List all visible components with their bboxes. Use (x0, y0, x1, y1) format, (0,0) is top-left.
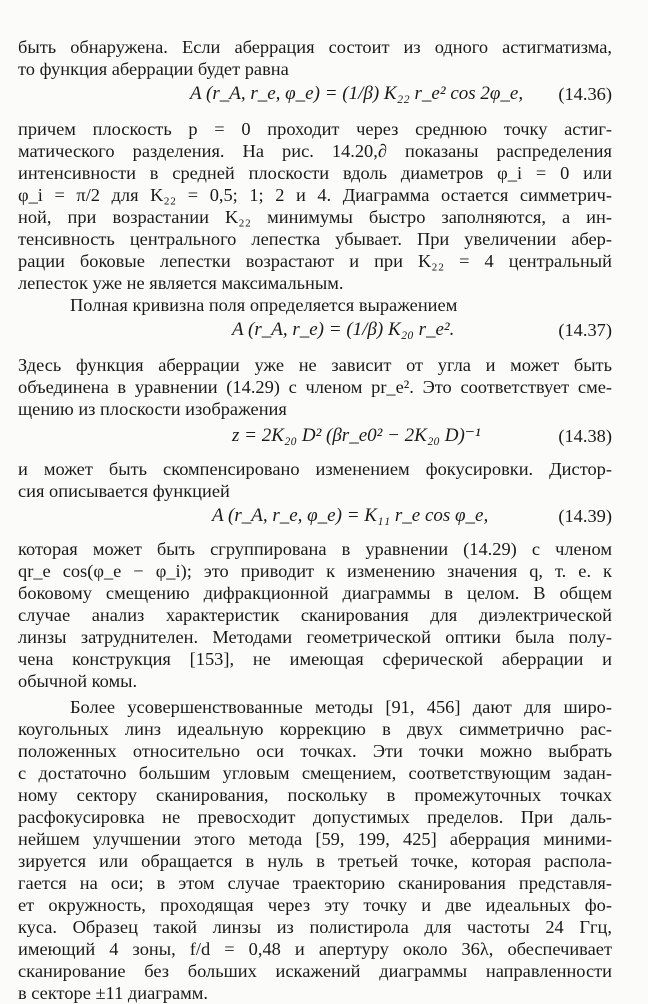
equation-14-36: A (r_A, r_e, φ_e) = (1/β) K₂₂ r_e² cos 2φ_e, (190, 83, 524, 104)
equation-14-37: A (r_A, r_e) = (1/β) K₂₀ r_e². (232, 319, 455, 340)
text-line: нейшем улучшении этого метода [59, 199, 425] аберрация миними- (18, 829, 612, 849)
text-line: тенсивность центрального лепестка убывает. При увеличении абер- (18, 229, 612, 249)
text-line: рации боковые лепестки возрастают и при K₂₂ = 4 центральный (18, 251, 612, 271)
text-line: коугольных линз идеальную коррекцию в двух симметрично рас- (18, 719, 612, 739)
text-line: с достаточно большим угловым смещением, соответствующим задан- (18, 763, 612, 783)
text-line: которая может быть сгруппирована в уравнении (14.29) с членом (18, 539, 612, 559)
equation-number: (14.36) (558, 84, 612, 104)
text-line: обычной комы. (18, 671, 138, 691)
equation-number: (14.39) (558, 506, 612, 526)
text-line: зируется или обращается в нуль в третьей точке, которая распола- (18, 851, 612, 871)
equation-14-38: z = 2K₂₀ D² (βr_e0² − 2K₂₀ D)⁻¹ (232, 425, 481, 446)
text-line: ному сектору сканирования, поскольку в промежуточных точках (18, 785, 612, 805)
text-line: Полная кривизна поля определяется выражением (70, 295, 458, 315)
text-line: Здесь функция аберрации уже не зависит от угла и может быть (18, 355, 612, 375)
text-line: φ_i = π/2 для K₂₂ = 0,5; 1; 2 и 4. Диаграмма остается симметрич- (18, 185, 612, 205)
text-line: щению из плоскости изображения (18, 399, 287, 419)
text-line: расфокусировка не превосходит допустимых пределов. При даль- (18, 807, 612, 827)
text-line: qr_e cos(φ_e − φ_i); это приводит к изменению значения q, т. е. к (18, 561, 612, 581)
text-line: быть обнаружена. Если аберрация состоит из одного астигматизма, (18, 37, 612, 57)
text-line: положенных относительно оси точках. Эти точки можно выбрать (18, 741, 612, 761)
text-line: причем плоскость p = 0 проходит через среднюю точку астиг- (18, 119, 612, 139)
text-line: боковому смещению дифракционной диаграммы в целом. В общем (18, 583, 612, 603)
text-line: и может быть скомпенсировано изменением фокусировки. Дистор- (18, 459, 612, 479)
text-line: сия описывается функцией (18, 481, 230, 501)
text-line: гается на оси; в этом случае траекторию сканирования представля- (18, 873, 612, 893)
text-line: имеющий 4 зоны, f/d = 0,48 и апертуру около 36λ, обеспечивает (18, 939, 612, 959)
text-line: Более усовершенствованные методы [91, 456] дают для широ- (70, 697, 612, 717)
equation-number: (14.37) (558, 320, 612, 340)
text-line: объединена в уравнении (14.29) с членом pr_e². Это соответствует сме- (18, 377, 612, 397)
text-line: линзы затруднителен. Методами геометрической оптики была полу- (18, 627, 612, 647)
text-line: куса. Образец такой линзы из полистирола для частоты 24 Ггц, (18, 917, 612, 937)
text-line: сканирование без больших искажений диаграммы направленности (18, 961, 612, 981)
text-line: ной, при возрастании K₂₂ минимумы быстро заполняются, а ин- (18, 207, 612, 227)
text-line: то функция аберрации будет равна (18, 59, 289, 79)
text-line: ет окружность, проходящая через эту точку и две идеальных фо- (18, 895, 612, 915)
text-line: чена конструкция [153], не имеющая сферической аберрации и (18, 649, 612, 669)
equation-number: (14.38) (558, 426, 612, 446)
equation-14-39: A (r_A, r_e, φ_e) = K₁₁ r_e cos φ_e, (212, 505, 489, 526)
text-line: интенсивности в средней плоскости вдоль диаметров φ_i = 0 или (18, 163, 612, 183)
text-line: в секторе ±11 диаграмм. (18, 983, 209, 1003)
text-line: матического разделения. На рис. 14.20,∂ показаны распределения (18, 141, 612, 161)
text-line: случае анализ характеристик сканирования для диэлектрической (18, 605, 612, 625)
text-line: лепесток уже не является максимальным. (18, 273, 344, 293)
